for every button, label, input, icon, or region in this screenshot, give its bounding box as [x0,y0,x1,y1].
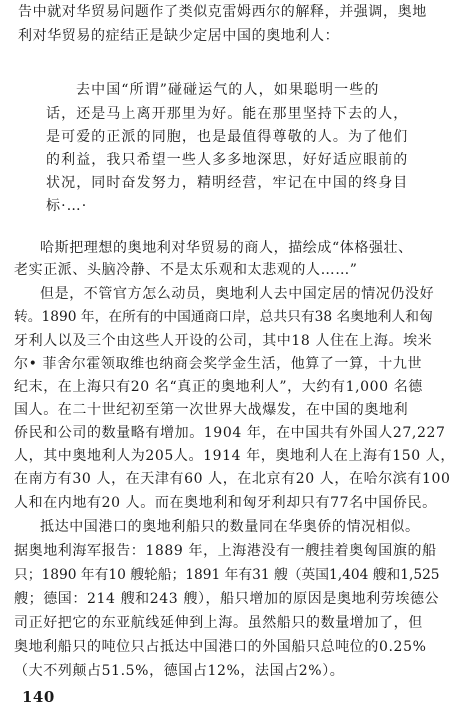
text-line: 据奥地利海军报告：1889 年，上海港没有一艘挂着奥匈国旗的船 [14,543,437,559]
text-line: 奥地利船只的吨位只占抵达中国港口的外国船只总吨位的0.25% [14,639,427,655]
text-line: （大不列颠占51.5%，德国占12%，法国占2%）。 [14,663,345,679]
text-line: 只；1890 年有10 艘轮船；1891 年有31 艘（英国1,404 艘和1,525 [14,567,440,583]
text-line: 艘；德国：214 艘和243 艘），船只增加的原因是奥地利劳埃德公 [14,591,440,607]
quote-line: 话，还是马上离开那里为好。能在那里坚持下去的人， [46,106,409,122]
text-line: 利对华贸易的症结正是缺少定居中国的奥地利人： [18,28,340,44]
quote-line: 状况，同时奋发努力，精明经营，牢记在中国的终身目 [46,175,409,191]
text-line: 尔• 菲舍尔霍领取维也纳商会奖学金生活，他算了一算，十九世 [14,356,423,372]
quote-line: 的利益，我只希望一些人多多地深思，好好适应眼前的 [46,152,409,168]
text-line: 哈斯把理想的奥地利对华贸易的商人，描绘成“体格强壮、 [40,240,413,256]
text-line: 国人。在二十世纪初至第一次世界大战爆发，在中国的奥地利 [14,402,409,418]
text-line: 在南方有30 人，在天津有60 人，在北京有20 人，在哈尔滨有100 [14,471,451,487]
quote-line: 去中国“所谓”碰碰运气的人，如果聪明一些的 [76,82,380,98]
text-line: 告中就对华贸易问题作了类似克雷姆西尔的解释，并强调，奥地 [18,4,427,20]
text-line: 老实正派、头脑冷静、不是太乐观和太悲观的人……” [14,262,358,278]
text-line: 人，其中奥地利人为205人。1914 年，奥地利人在上海有150 人， [14,448,455,464]
text-line: 纪末，在上海只有20 名“真正的奥地利人”，大约有1,000 名德 [14,379,423,395]
quote-line: 是可爱的正派的同胞，也是最值得尊敬的人。为了他们 [46,129,409,145]
text-line: 牙利人以及三个由这些人开设的公司，其中18 人住在上海。埃米 [14,333,433,349]
text-line: 抵达中国港口的奥地利船只的数量同在华奥侨的情况相似。 [40,519,420,535]
text-line: 侨民和公司的数量略有增加。1904 年，在中国共有外国人27,227 [14,425,446,441]
text-line: 人和在内地有20 人。而在奥地利和匈牙利却只有77名中国侨民。 [14,495,437,511]
page-number: 140 [22,688,55,706]
text-line: 但是，不管官方怎么动员，奥地利人去中国定居的情况仍没好 [40,286,435,302]
text-line: 司正好把它的东亚航线延伸到上海。虽然船只的数量增加了，但 [14,615,423,631]
text-line: 转。1890 年，在所有的中国通商口岸，总共只有38 名奥地利人和匈 [14,309,433,325]
quote-line: 标·…· [46,198,88,214]
